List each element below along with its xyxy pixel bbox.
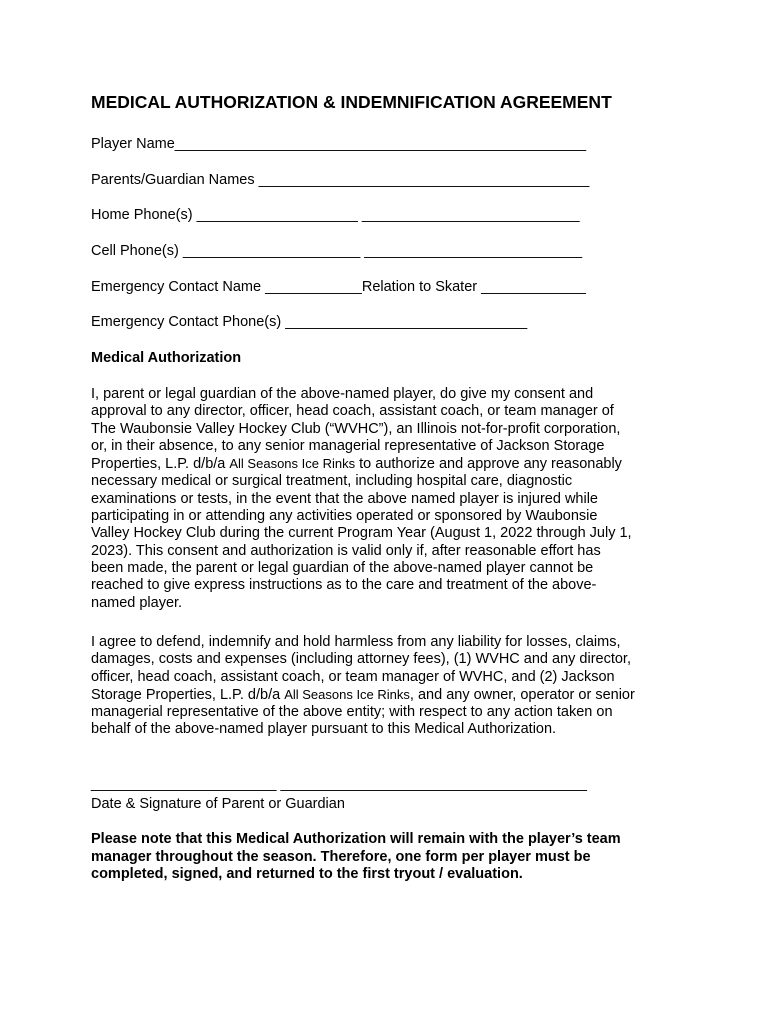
- indemnity-text-part1: I agree to defend, indemnify and hold harmless from any liability for losses, claims, damages, costs and expenses (including attorney fees), (1) WVHC and any director, officer, head coach, assistant coach, or team manager of WVHC, and (2) Jackson Storage Properties, L.P. d/b/a: [91, 634, 631, 703]
- rink-name: All Seasons Ice Rinks: [284, 686, 410, 702]
- indemnity-text-part2: , and any owner, operator or senior managerial representative of the above entity; with respect to any action taken on behalf of the above-named player pursuant to this Medical Authorization.: [91, 686, 635, 738]
- rink-name: All Seasons Ice Rinks: [229, 456, 356, 472]
- medical-authorization-heading: Medical Authorization: [91, 350, 242, 366]
- consent-text-part2: to authorize and approve any reasonably necessary medical or surgical treatment, including hospital care, diagnostic examinations or tests, in the event that the above named player is injured while participating in or attending any activities operated or sponsored by Waubonsie Valley Hockey Club during the current Program Year (August 1, 2022 through July 1, 2023). This consent and authorization is valid only if, after reasonable effort has been made, the parent or legal guardian of the above-named player cannot be reached to give express instructions as to the care and treatment of the above-named player.: [91, 456, 632, 611]
- signature-line[interactable]: _______________________ ______________________________________: [91, 776, 587, 792]
- home-phones-field[interactable]: Home Phone(s) ____________________ ___________________________: [91, 207, 580, 223]
- consent-paragraph: [91, 386, 636, 612]
- parents-guardian-field[interactable]: Parents/Guardian Names _________________________________________: [91, 172, 590, 188]
- page-title: MEDICAL AUTHORIZATION & INDEMNIFICATION AGREEMENT: [91, 92, 612, 112]
- signature-label: Date & Signature of Parent or Guardian: [91, 796, 345, 812]
- consent-text-part1: I, parent or legal guardian of the above-named player, do give my consent and approval to any director, officer, head coach, assistant coach, or team manager of The Waubonsie Valley Hockey Club (“WVHC”), an Illinois not-for-profit corporation, or, in their absence, to any senior managerial representative of Jackson Storage Properties, L.P. d/b/a: [91, 386, 621, 473]
- emergency-phone-field[interactable]: Emergency Contact Phone(s) ______________________________: [91, 314, 528, 330]
- note-text: Please note that this Medical Authorization will remain with the player’s team manager throughout the season. Therefore, one form per player must be completed, signed, and returned to the first tryout / evaluation.: [91, 831, 621, 882]
- player-name-field[interactable]: Player Name___________________________________________________: [91, 136, 587, 152]
- indemnification-paragraph: [91, 634, 636, 739]
- emergency-contact-field[interactable]: Emergency Contact Name ____________Relation to Skater _____________: [91, 279, 586, 295]
- cell-phones-field[interactable]: Cell Phone(s) ______________________ ___________________________: [91, 243, 583, 259]
